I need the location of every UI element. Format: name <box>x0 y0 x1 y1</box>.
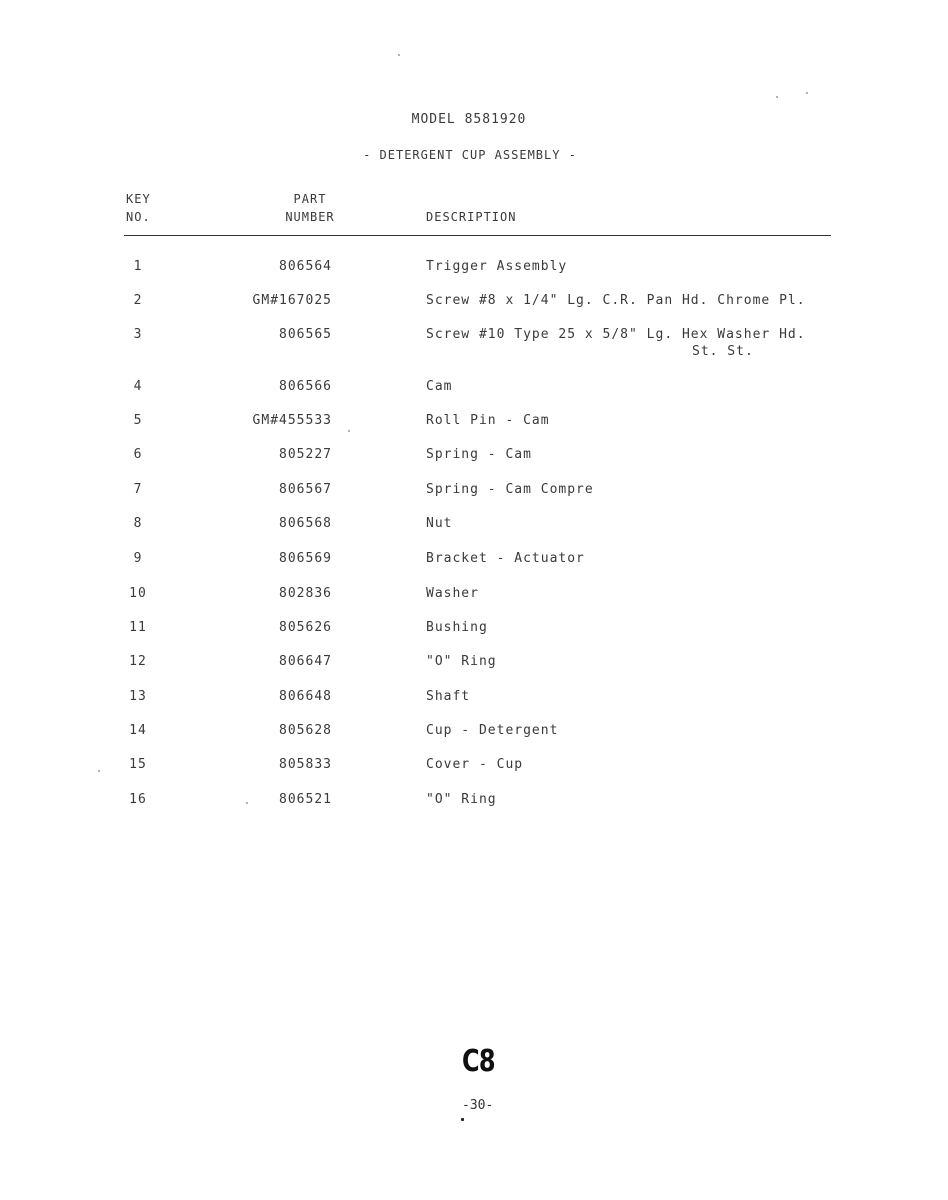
header-description: DESCRIPTION <box>426 210 517 224</box>
part-description: Cover - Cup <box>426 757 524 772</box>
header-part-line2: NUMBER <box>285 210 335 224</box>
header-key-line1: KEY <box>126 192 151 206</box>
key-number: 13 <box>129 689 147 704</box>
section-code: C8 <box>462 1044 495 1079</box>
scan-speck <box>98 770 100 772</box>
header-key-line2: NO. <box>126 210 151 224</box>
part-description: Cup - Detergent <box>426 723 559 738</box>
part-number: 805227 <box>279 447 332 462</box>
scan-speck <box>806 92 808 94</box>
part-description: "O" Ring <box>426 792 497 807</box>
key-number: 7 <box>133 482 143 497</box>
part-description: Trigger Assembly <box>426 259 568 274</box>
key-number: 12 <box>129 654 147 669</box>
part-number: 806567 <box>279 482 332 497</box>
part-number: 806564 <box>279 259 332 274</box>
part-description: Washer <box>426 586 479 601</box>
key-number: 15 <box>129 757 147 772</box>
part-description: Cam <box>426 379 453 394</box>
key-number: 4 <box>133 379 143 394</box>
scan-speck <box>398 54 400 56</box>
part-description: Bracket - Actuator <box>426 551 585 566</box>
part-number: 806568 <box>279 516 332 531</box>
key-number: 6 <box>133 447 143 462</box>
part-description: Screw #10 Type 25 x 5/8" Lg. Hex Washer Hd. <box>426 327 806 342</box>
scan-speck <box>776 96 778 98</box>
page-number: -30- <box>462 1098 494 1113</box>
part-description: Screw #8 x 1/4" Lg. C.R. Pan Hd. Chrome Pl. <box>426 293 806 308</box>
part-number: 805626 <box>279 620 332 635</box>
part-number: GM#167025 <box>252 293 332 308</box>
part-description: Shaft <box>426 689 471 704</box>
key-number: 11 <box>129 620 147 635</box>
scan-speck <box>461 1118 464 1121</box>
part-description: "O" Ring <box>426 654 497 669</box>
part-description: Bushing <box>426 620 488 635</box>
key-number: 16 <box>129 792 147 807</box>
header-part-line1: PART <box>293 192 327 206</box>
assembly-title: - DETERGENT CUP ASSEMBLY - <box>363 148 577 162</box>
key-number: 8 <box>133 516 143 531</box>
part-description: Roll Pin - Cam <box>426 413 550 428</box>
part-number: 806566 <box>279 379 332 394</box>
part-number: 806647 <box>279 654 332 669</box>
model-title: MODEL 8581920 <box>411 112 527 127</box>
part-description: Nut <box>426 516 453 531</box>
part-number: 806648 <box>279 689 332 704</box>
part-number: 806569 <box>279 551 332 566</box>
key-number: 2 <box>133 293 143 308</box>
key-number: 5 <box>133 413 143 428</box>
part-number: 802836 <box>279 586 332 601</box>
part-description: Spring - Cam Compre <box>426 482 594 497</box>
part-number: 806565 <box>279 327 332 342</box>
key-number: 3 <box>133 327 143 342</box>
part-number: 805833 <box>279 757 332 772</box>
key-number: 9 <box>133 551 143 566</box>
part-description: Spring - Cam <box>426 447 532 462</box>
key-number: 14 <box>129 723 147 738</box>
key-number: 1 <box>133 259 143 274</box>
key-number: 10 <box>129 586 147 601</box>
scan-speck <box>348 430 350 432</box>
part-number: GM#455533 <box>252 413 332 428</box>
scan-speck <box>246 802 248 804</box>
part-description-continued: St. St. <box>692 344 754 359</box>
part-number: 805628 <box>279 723 332 738</box>
part-number: 806521 <box>279 792 332 807</box>
